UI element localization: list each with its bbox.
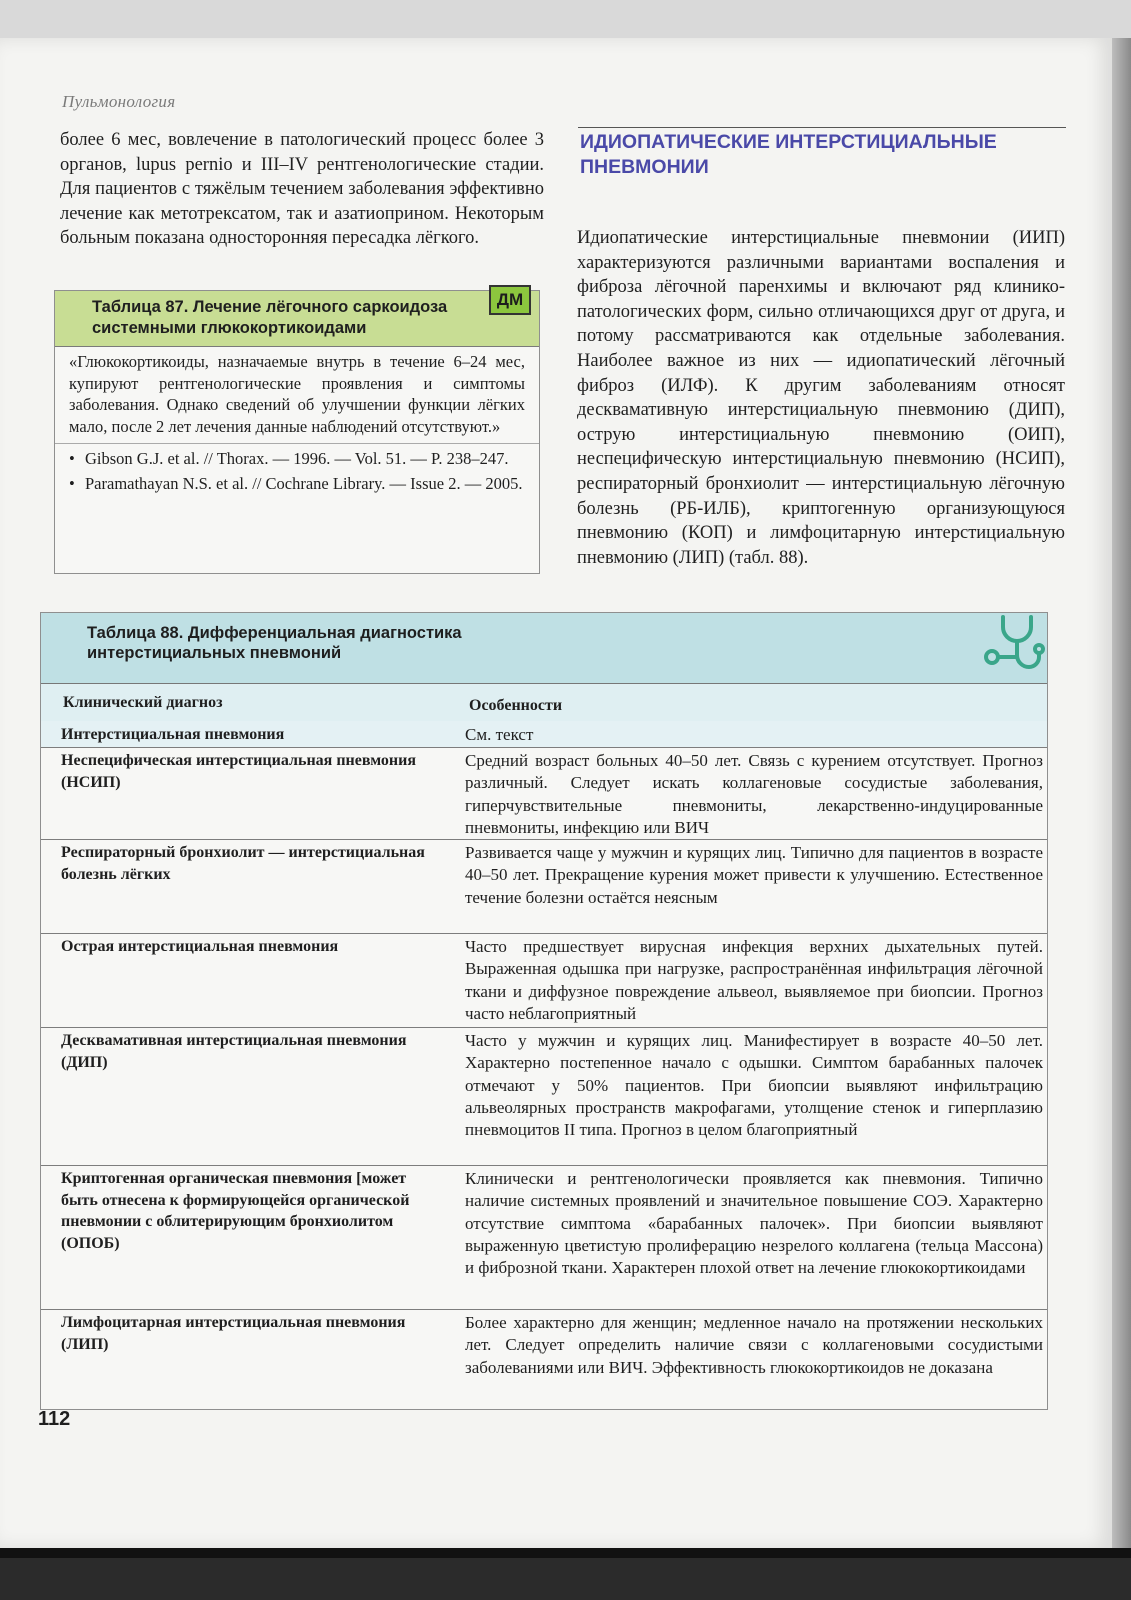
table-row bbox=[41, 1309, 1047, 1408]
reference-item: • Paramathayan N.S. et al. // Cochrane Library. — Issue 2. — 2005. bbox=[69, 473, 525, 495]
row-features: Средний возраст больных 40–50 лет. Связь с курением отсутствует. Прогноз различный. Следует искать коллагеновые сосудистые заболевания, гиперчувствительные пневмониты, лекарственно-индуцированные пневмониты, инфекцию или ВИЧ bbox=[465, 751, 1043, 837]
reference-item: • Gibson G.J. et al. // Thorax. — 1996. — Vol. 51. — P. 238–247. bbox=[69, 448, 525, 470]
section-heading: ИДИОПАТИЧЕСКИЕ ИНТЕРСТИЦИАЛЬНЫЕ ПНЕВМОНИИ bbox=[580, 131, 997, 178]
table-row bbox=[41, 1165, 1047, 1310]
table-row bbox=[41, 839, 1047, 934]
column-header-diagnosis: Клинический диагноз bbox=[63, 694, 223, 711]
running-head: Пульмонология bbox=[62, 92, 176, 111]
left-column-paragraph: более 6 мес, вовлечение в патологический процесс более 3 органов, lupus pernio и III–IV рентгенологические стадии. Для пациентов с тяжёлым течением заболевания эффективно лечение как метотрексатом, так и азатиоприном. Некоторым больным показана односторонняя пересадка лёгкого. bbox=[60, 130, 544, 249]
table-88-header bbox=[41, 613, 1047, 683]
table-87-references bbox=[55, 444, 539, 494]
page-number: 112 bbox=[38, 1408, 71, 1430]
row-features: Развивается чаще у мужчин и курящих лиц. Типично для пациентов в возрасте 40–50 лет. Прекращение курения может привести к улучшению. Естественное течение болезни остаётся неясным bbox=[465, 843, 1043, 907]
table-87-title: Таблица 87. Лечение лёгочного саркоидоза системными глюкокортикоидами bbox=[92, 298, 448, 337]
table-row bbox=[41, 933, 1047, 1028]
scan-bottom-edge bbox=[0, 1548, 1131, 1600]
table-row bbox=[41, 721, 1047, 748]
column-header-features: Особенности bbox=[469, 697, 563, 714]
row-diagnosis: Десквамативная интерстициальная пневмония (ДИП) bbox=[61, 1032, 407, 1071]
row-features: Часто у мужчин и курящих лиц. Манифестирует в возрасте 40–50 лет. Характерно постепенное начало с одышки. Симптом барабанных палочек отмечают у 50% пациентов. При биопсии выявляют инфильтрацию альвеолярных пространств макрофагами, утолщение стенок и гиперплазию пневмоцитов II типа. Прогноз в целом благоприятный bbox=[465, 1031, 1043, 1140]
row-features: Часто предшествует вирусная инфекция верхних дыхательных путей. Выраженная одышка при нагрузке, распространённая инфильтрация лёгочной ткани и диффузное повреждение альвеол, выявляемое при биопсии. Прогноз часто неблагоприятный bbox=[465, 937, 1043, 1023]
table-88-column-headers bbox=[41, 683, 1047, 723]
table-87-header bbox=[55, 291, 539, 347]
row-features: Более характерно для женщин; медленное начало на протяжении нескольких лет. Следует определить наличие связи с коллагеновыми сосудистыми заболеваниями или ВИЧ. Эффективность глюкокортикоидов не доказана bbox=[465, 1313, 1043, 1377]
row-features: См. текст bbox=[465, 725, 534, 744]
table-87 bbox=[54, 290, 540, 574]
header-rule bbox=[578, 127, 1066, 128]
row-diagnosis: Респираторный бронхиолит — интерстициальная болезнь лёгких bbox=[61, 844, 425, 883]
table-88-title-line1: Таблица 88. Дифференциальная диагностика bbox=[87, 624, 462, 642]
row-diagnosis: Криптогенная органическая пневмония [может быть отнесена к формирующейся органической пневмонии с облитерирующим бронхиолитом (ОПОБ) bbox=[61, 1170, 410, 1252]
table-row bbox=[41, 747, 1047, 840]
row-features: Клинически и рентгенологически проявляется как пневмония. Типично наличие системных проявлений и значительное повышение СОЭ. Характерно отсутствие симптома «барабанных палочек». При биопсии выявляют выраженную цветистую пролиферацию незрелого коллагена (тельца Массона) и фиброзной ткани. Характерен плохой ответ на лечение глюкокортикоидами bbox=[465, 1169, 1043, 1278]
table-87-quote: «Глюкокортикоиды, назначаемые внутрь в течение 6–24 мес, купируют рентгенологические проявления и симптомы заболевания. Однако сведений об улучшении функции лёгких мало, после 2 лет лечения данные наблюдений отсутствуют.» bbox=[55, 347, 539, 444]
row-diagnosis: Острая интерстициальная пневмония bbox=[61, 938, 339, 955]
table-88 bbox=[40, 612, 1048, 1410]
table-88-title-line2: интерстициальных пневмоний bbox=[87, 644, 342, 662]
row-diagnosis: Интерстициальная пневмония bbox=[61, 726, 285, 743]
table-row bbox=[41, 1027, 1047, 1166]
row-diagnosis: Лимфоцитарная интерстициальная пневмония (ЛИП) bbox=[61, 1314, 406, 1353]
row-diagnosis: Неспецифическая интерстициальная пневмония (НСИП) bbox=[61, 752, 416, 791]
book-spine bbox=[1112, 38, 1131, 1548]
stethoscope-icon bbox=[979, 613, 1045, 683]
right-column-paragraph: Идиопатические интерстициальные пневмонии (ИИП) характеризуются различными вариантами воспаления и фиброза лёгочной паренхимы и включают ряд клинико-патологических форм, сильно отличающихся друг от друга, и потому рассматриваются как отдельные заболевания. Наиболее важное из них — идиопатический лёгочный фиброз (ИЛФ). К другим заболеваниям относят десквамативную интерстициальную пневмонию (ДИП), острую интерстициальную пневмонию (ОИП), неспецифическую интерстициальную пневмонию (НСИП), респираторный бронхиолит — интерстициальную лёгочную болезнь (РБ-ИЛБ), криптогенную организующуюся пневмонию (КОП) и лимфоцитарную интерстициальную пневмонию (ЛИП) (табл. 88). bbox=[577, 228, 1065, 568]
evidence-badge: ДМ bbox=[489, 285, 531, 315]
